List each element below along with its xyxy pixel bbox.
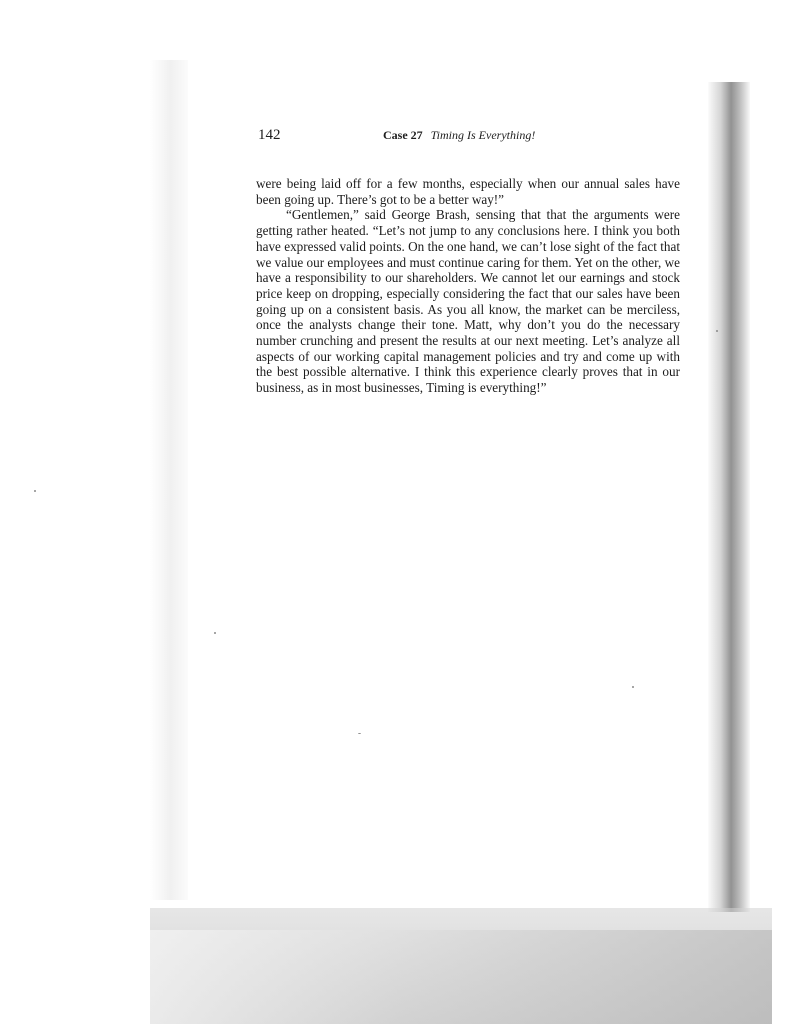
case-title: Timing Is Everything! (430, 128, 536, 142)
scan-shadow-gutter (708, 82, 750, 912)
scan-speck (632, 686, 634, 688)
scan-shadow-left (150, 60, 188, 900)
scan-speck (716, 330, 718, 332)
running-head (383, 127, 535, 143)
case-label: Case 27 (383, 128, 423, 142)
scan-speck (214, 632, 216, 634)
paragraph: “Gentlemen,” said George Brash, sensing that that the arguments were getting rather heated. “Let’s not jump to any conclusions here. I think you both have expressed valid points. On the one hand, we can’t lose sight of the fact that we value our employees and must continue caring for them. Yet on the other, we have a responsibility to our shareholders. We cannot let our earnings and stock price keep on dropping, especially considering the fact that our sales have been going up on a consistent basis. As you all know, the market can be merciless, once the analysts change their tone. Matt, why don’t you do the necessary number crunching and present the results at our next meeting. Let’s analyze all aspects of our working capital management policies and try and come up with the best possible alternative. I think this experience clearly proves that in our business, as in most businesses, Timing is everything!” (256, 207, 680, 396)
page-number: 142 (258, 127, 281, 143)
scan-shadow-bottom-gradient (150, 930, 772, 1024)
body-text (256, 176, 680, 396)
scan-speck (358, 733, 361, 734)
paragraph: were being laid off for a few months, especially when our annual sales have been going up. There’s got to be a better way!” (256, 176, 680, 207)
scan-speck (34, 490, 36, 492)
